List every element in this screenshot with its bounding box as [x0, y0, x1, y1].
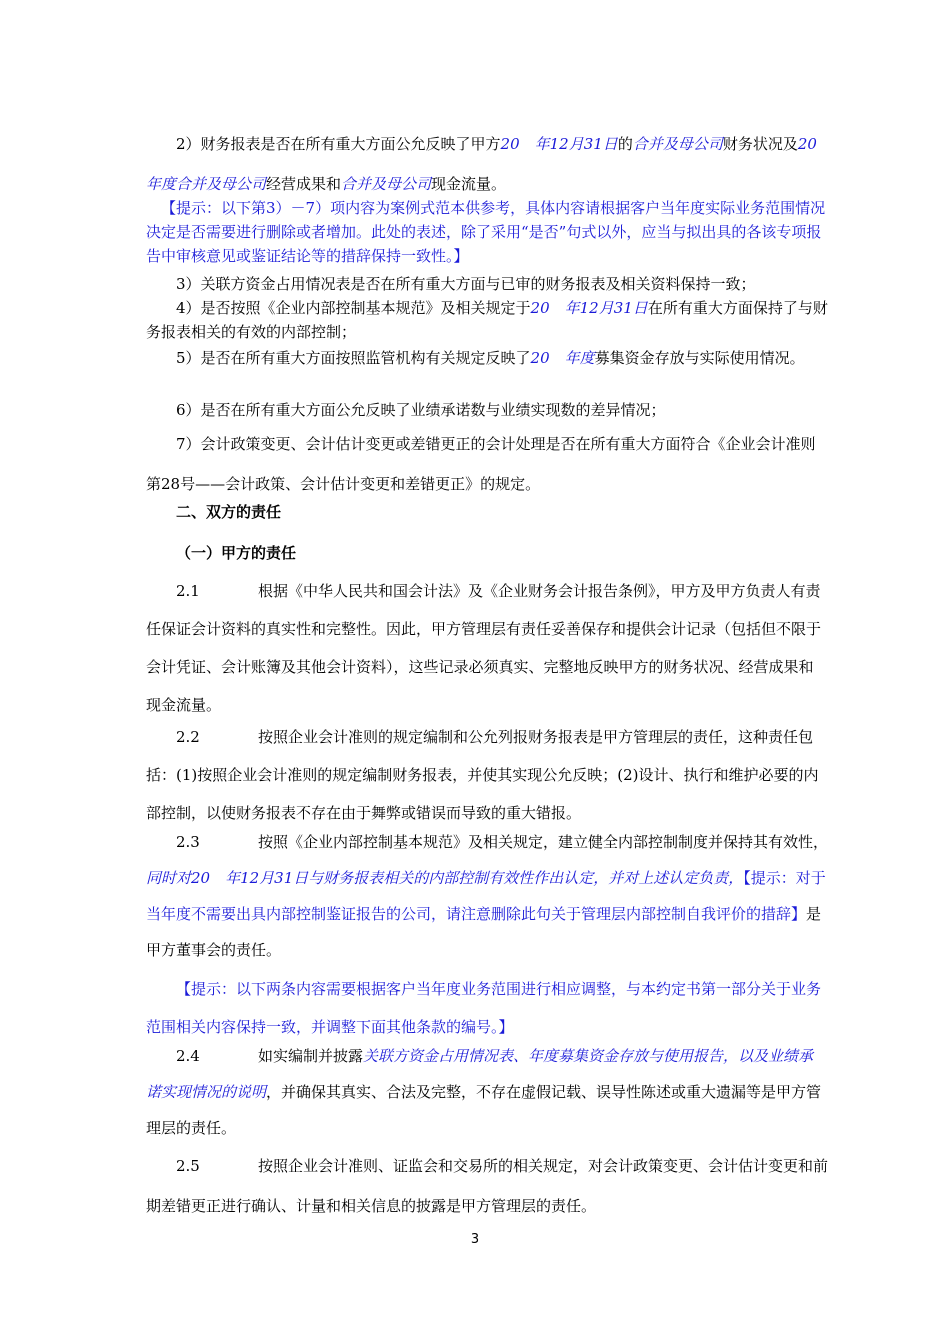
item-4-paragraph — [146, 296, 828, 344]
item-2-year-scope: 20 年度合并及母公司 — [146, 135, 832, 193]
clause-2-5 — [146, 1146, 828, 1226]
clause-2-5-text: 按照企业会计准则、证监会和交易所的相关规定，对会计政策变更、会计估计变更和前期差错更正进行确认、计量和相关信息的披露是甲方管理层的责任。 — [146, 1157, 829, 1215]
item-7-paragraph: 7）会计政策变更、会计估计变更或差错更正的会计处理是否在所有重大方面符合《企业会计准则第28号——会计政策、会计估计变更和差错更正》的规定。 — [146, 435, 816, 493]
item-3-paragraph: 3）关联方资金占用情况表是否在所有重大方面与已审的财务报表及相关资料保持一致； — [176, 275, 756, 293]
clause-2-3-assertion: 同时对20 年12月31日与财务报表相关的内部控制有效性作出认定，并对上述认定负责， — [146, 869, 744, 887]
clause-2-5-number: 2.5 — [176, 1157, 200, 1175]
clause-2-2-text: 按照企业会计准则的规定编制和公允列报财务报表是甲方管理层的责任，这种责任包括：(1)按照企业会计准则的规定编制财务报表，并使其实现公允反映；(2)设计、执行和维护必要的内部控制，以使财务报表不存在由于舞弊或错误而导致的重大错报。 — [146, 728, 819, 822]
clause-2-1-text: 根据《中华人民共和国会计法》及《企业财务会计报告条例》，甲方及甲方负责人有责任保证会计资料的真实性和完整性。因此，甲方管理层有责任妥善保存和提供会计记录（包括但不限于会计凭证、会计账簿及其他会计资料），这些记录必须真实、完整地反映甲方的财务状况、经营成果和现金流量。 — [146, 582, 822, 714]
hint-note-2: 【提示：以下两条内容需要根据客户当年度业务范围进行相应调整，与本约定书第一部分关于业务范围相关内容保持一致，并调整下面其他条款的编号。】 — [146, 980, 822, 1036]
item-5-text-a: 5）是否在所有重大方面按照监管机构有关规定反映了 — [176, 349, 531, 367]
clause-2-1-number: 2.1 — [176, 582, 200, 600]
clause-2-3-text-d: 是甲方董事会的责任。 — [146, 905, 822, 959]
item-4-text-a: 4）是否按照《企业内部控制基本规范》及相关规定于 — [176, 299, 531, 317]
clause-2-3-number: 2.3 — [176, 833, 200, 851]
item-2-scope-1: 合并及母公司 — [632, 135, 723, 153]
item-5-paragraph — [146, 346, 828, 371]
item-2-text-h: 经营成果和 — [266, 175, 342, 193]
item-2-text-a: 2）财务报表是否在所有重大方面公允反映了甲方 — [176, 135, 501, 153]
clause-2-3-text-a: 按照《企业内部控制基本规范》及相关规定，建立健全内部控制制度并保持其有效性， — [258, 833, 829, 851]
page-number: 3 — [470, 1232, 480, 1247]
clause-2-4-reports: 关联方资金占用情况表、年度募集资金存放与使用报告，以及业绩承诺实现情况的说明 — [146, 1047, 814, 1101]
item-5-text-c: 募集资金存放与实际使用情况。 — [594, 349, 805, 367]
subsection-title: （一）甲方的责任 — [176, 544, 297, 562]
clause-2-1 — [146, 572, 828, 724]
item-2-text-f: 状况及 — [752, 135, 798, 153]
item-2-scope-2: 合并及母公司 — [341, 175, 432, 193]
clause-2-2-number: 2.2 — [176, 728, 200, 746]
hint-note-1: 【提示：以下第3）－7）项内容为案例式范本供参考，具体内容请根据客户当年度实际业务范围情况决定是否需要进行删除或者增加。此处的表述，除了采用“是否”句式以外，应当与拟出具的各该专项报告中审核意见或鉴证结论等的措辞保持一致性。】 — [146, 199, 826, 265]
clause-2-4 — [146, 1038, 828, 1146]
clause-2-2 — [146, 718, 828, 832]
item-2-text-j: 现金流量。 — [431, 175, 507, 193]
clause-2-4-number: 2.4 — [176, 1047, 200, 1065]
clause-2-3 — [146, 824, 828, 968]
clause-2-4-text-c: ，并确保其真实、合法及完整，不存在虚假记载、误导性陈述或重大遗漏等是甲方管理层的责任。 — [146, 1083, 822, 1137]
item-2-paragraph — [146, 124, 832, 204]
clause-2-3-hint: 【提示：对于当年度不需要出具内部控制鉴证报告的公司，请注意删除此句关于管理层内部控制自我评价的措辞】 — [146, 869, 826, 923]
item-2-date: 20 年12月31日 — [500, 135, 618, 153]
clause-2-4-text-a: 如实编制并披露 — [258, 1047, 364, 1065]
item-4-date: 20 年12月31日 — [530, 299, 648, 317]
item-2-text-e: 财务 — [722, 135, 753, 153]
item-6-paragraph: 6）是否在所有重大方面公允反映了业绩承诺数与业绩实现数的差异情况； — [176, 401, 666, 419]
item-4-text-c: 在所有重大方面保持了与财务报表相关的有效的内部控制； — [146, 299, 828, 341]
item-2-text-c: 的 — [617, 135, 633, 153]
item-5-year: 20 年度 — [530, 349, 595, 367]
section-title: 二、双方的责任 — [176, 503, 282, 521]
